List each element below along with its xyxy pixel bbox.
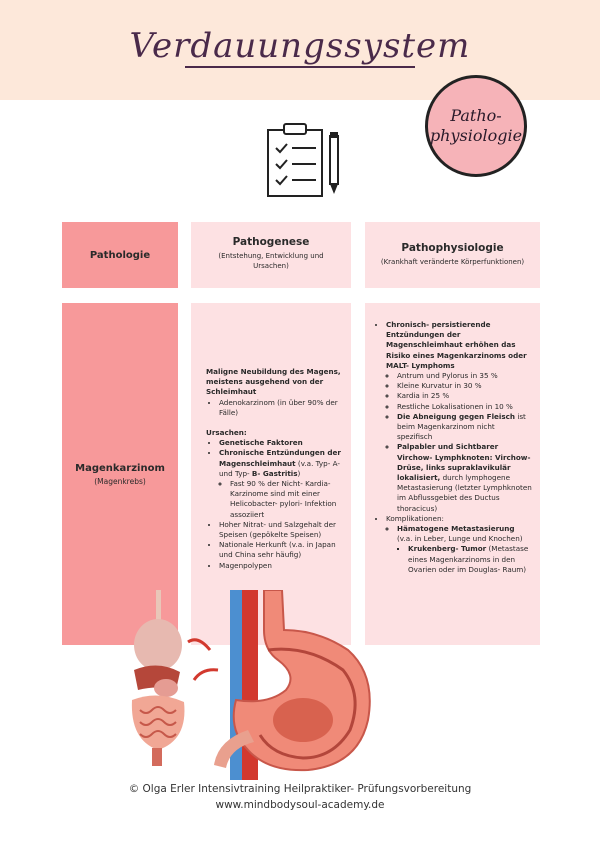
checklist-icon xyxy=(262,120,348,200)
genese-ursache-5: • Magenpolypen xyxy=(219,561,341,571)
physio-sub-1: ◦ Antrum und Pylorus in 35 % xyxy=(397,371,532,381)
genese-ursache-3: • Hoher Nitrat- und Salzgehalt der Speisen (gepökelte Speisen) xyxy=(219,520,341,540)
pathophysiologie-badge xyxy=(425,75,527,177)
genese-adeno: • Adenokarzinom (in über 90% der Fälle) xyxy=(219,398,341,418)
genese-ursache-2-sub: ◦ Fast 90 % der Nicht- Kardia- Karzinome sind mit einer Helicobacter- pylori- Infektion assoziiert xyxy=(230,479,341,520)
page-title: Verdauungssystem xyxy=(129,26,471,66)
physio-sub-2: ◦ Kleine Kurvatur in 30 % xyxy=(397,381,532,391)
stomach-anatomy-illustration xyxy=(118,590,378,780)
header-pathogenese-title: Pathogenese xyxy=(232,236,310,248)
badge-line2: physiologie xyxy=(429,126,523,145)
physio-point-2: Komplikationen: xyxy=(386,513,444,523)
genese-ursache-1: Genetische Faktoren xyxy=(219,438,303,448)
header-pathologie xyxy=(62,222,178,288)
header-pathophysiologie xyxy=(365,222,540,288)
header-pathophysiologie-title: Pathophysiologie xyxy=(401,242,504,254)
row-name: Magenkarzinom xyxy=(75,462,165,474)
row-name-sub: (Magenkrebs) xyxy=(94,476,146,486)
genese-intro: Maligne Neubildung des Magens, meistens ausgehend von der Schleimhaut xyxy=(206,367,341,397)
genese-ursache-2: • Chronische Entzündungen der Magenschleimhaut (v.a. Typ- A- und Typ- B- Gastritis) ◦ Fast 90 % der Nicht- Kardia- Karzinome sind mit einer Helicobacter- pylori- Infektion assoziiert xyxy=(219,448,341,519)
physio-sub-4: ◦ Restliche Lokalisationen in 10 % xyxy=(397,402,532,412)
footer-copyright: © Olga Erler Intensivtraining Heilpraktiker- Prüfungsvorbereitung xyxy=(128,783,472,795)
header-pathophysiologie-sub: (Krankhaft veränderte Körperfunktionen) xyxy=(380,258,525,266)
header-pathologie-label: Pathologie xyxy=(89,249,151,261)
physio-sub-6: ◦ Palpabler und Sichtbarer Virchow- Lymphknoten: Virchow- Drüse, links supraklavikulär lokalisiert, durch lymphogene Metastasierung (letzter Lymphknoten im Abflussgebiet des Ductus thoracicus) xyxy=(397,442,532,513)
physio-comp-2: ▪ Krukenberg- Tumor (Metastase eines Magenkarzinoms in den Ovarien oder im Douglas- Raum) xyxy=(408,544,532,575)
genese-ursache-4: • Nationale Herkunft (v.a. in Japan und China sehr häufig) xyxy=(219,540,341,560)
physio-point-1: Chronisch- persistierende Entzündungen der Magenschleimhaut erhöhen das Risiko eines Magenkarzinoms oder MALT- Lymphoms xyxy=(386,320,527,370)
header-pathogenese xyxy=(191,222,351,288)
physio-sub-3: ◦ Kardia in 25 % xyxy=(397,391,532,401)
title-underline xyxy=(185,66,415,68)
physio-sub-5: ◦ Die Abneigung gegen Fleisch ist beim Magenkarzinom nicht spezifisch xyxy=(397,412,532,443)
header-pathogenese-sub: (Entstehung, Entwicklung und Ursachen) xyxy=(218,252,324,270)
row-pathophysiologie xyxy=(365,303,540,645)
digestive-organs-figure xyxy=(132,590,185,766)
physio-comp-1: ◦ Hämatogene Metastasierung (v.a. in Leber, Lunge und Knochen) ▪ Krukenberg- Tumor (Metastase eines Magenkarzinoms in den Ovarien oder im Douglas- Raum) xyxy=(397,524,532,575)
footer-website: www.mindbodysoul-academy.de xyxy=(215,799,385,811)
stomach-cross-section xyxy=(188,590,370,780)
badge-line1: Patho- xyxy=(450,106,502,125)
genese-ursachen-label: Ursachen: xyxy=(206,428,247,438)
